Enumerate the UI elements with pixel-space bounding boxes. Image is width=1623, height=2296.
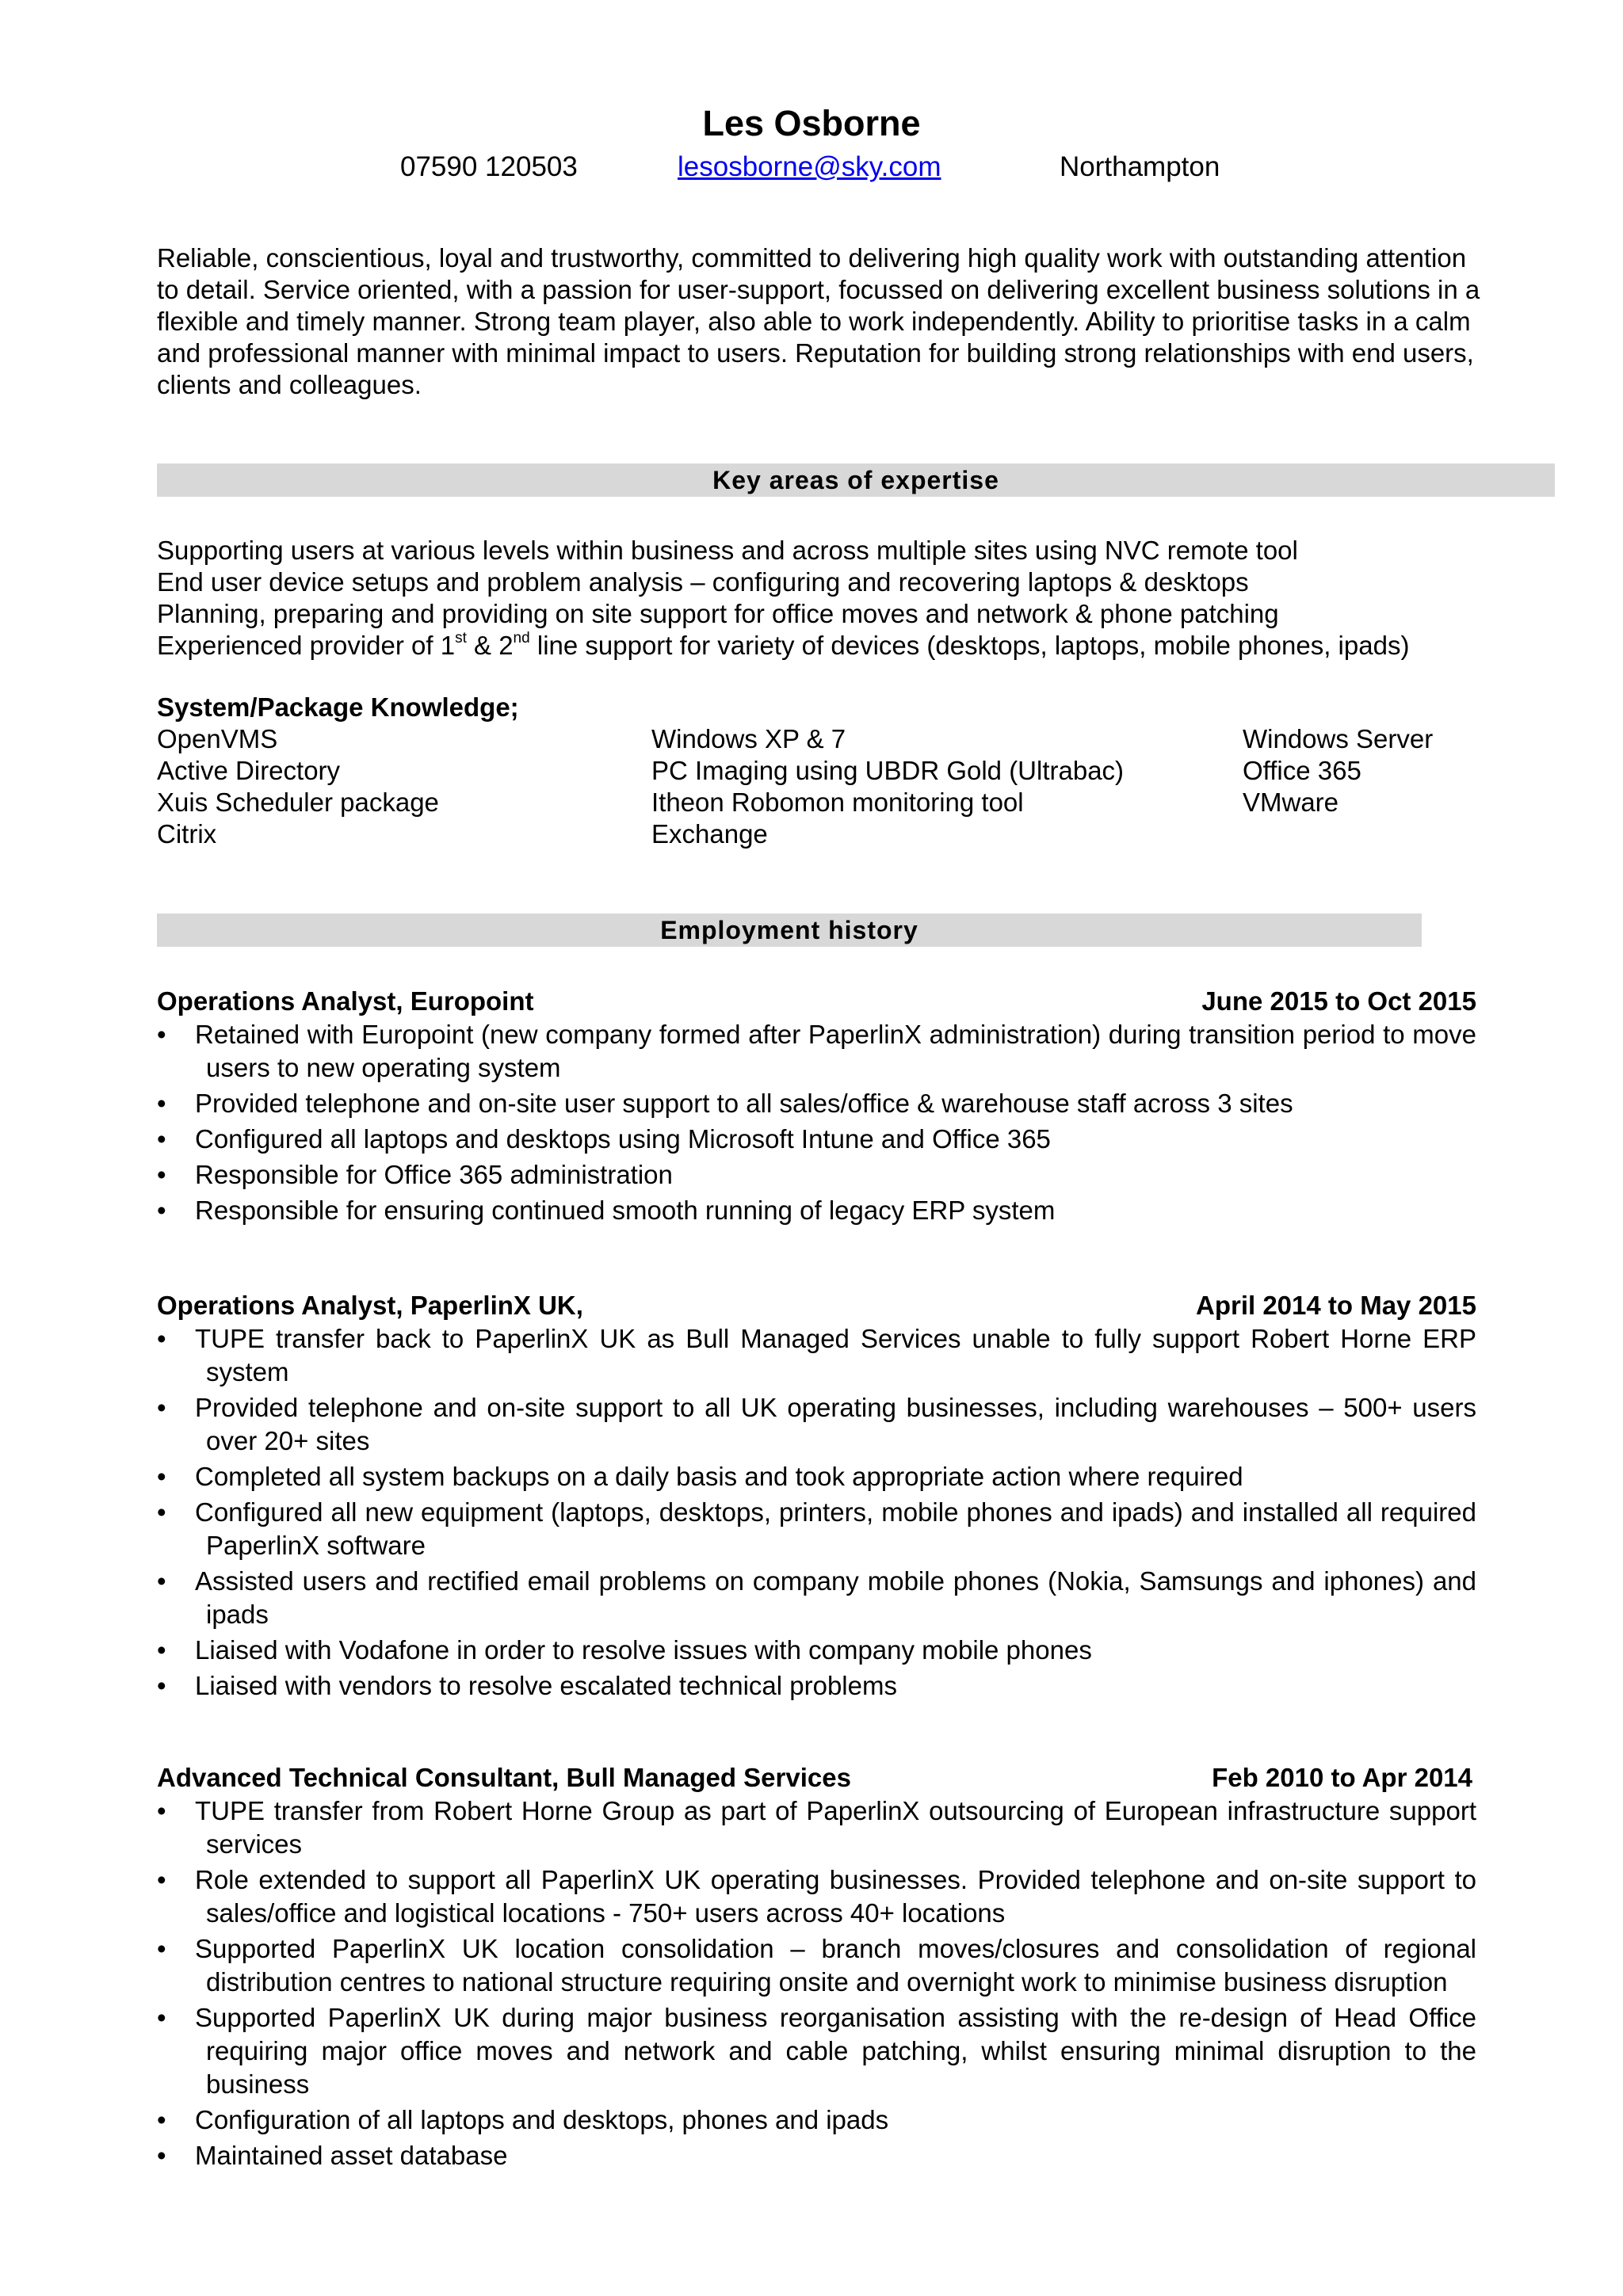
- system-item: Active Directory: [157, 756, 341, 785]
- section-heading-expertise: Key areas of expertise: [157, 463, 1555, 497]
- system-knowledge-column: [1243, 723, 1433, 818]
- job-title: Operations Analyst, PaperlinX UK,: [157, 1291, 583, 1320]
- contact-line: [0, 149, 1623, 185]
- job-entry: [157, 1289, 1476, 1705]
- job-bullet: • Configured all laptops and desktops using Microsoft Intune and Office 365: [157, 1123, 1476, 1156]
- email-link[interactable]: lesosborne@sky.com: [678, 151, 941, 182]
- location: Northampton: [1060, 151, 1220, 182]
- job-bullet: • Supported PaperlinX UK during major business reorganisation assisting with the re-design of Head Office requiring major office moves and network and cable patching, whilst ensuring minimal disruption to the business: [157, 2001, 1476, 2101]
- system-item: VMware: [1243, 788, 1339, 817]
- expertise-item: Supporting users at various levels within business and across multiple sites using NVC remote tool: [157, 536, 1298, 565]
- superscript: nd: [513, 630, 530, 646]
- job-title: Advanced Technical Consultant, Bull Managed Services: [157, 1763, 851, 1792]
- job-dates: April 2014 to May 2015: [1195, 1291, 1476, 1320]
- expertise-item: [157, 630, 1568, 662]
- job-dates: June 2015 to Oct 2015: [1201, 986, 1476, 1016]
- phone-number: 07590 120503: [400, 151, 578, 182]
- job-bullet: • Configured all new equipment (laptops, desktops, printers, mobile phones and ipads) and installed all required PaperlinX software: [157, 1496, 1476, 1562]
- job-bullet: • Maintained asset database: [157, 2139, 1476, 2172]
- job-header: [157, 985, 1476, 1018]
- job-bullet: • Supported PaperlinX UK location consolidation – branch moves/closures and consolidation of regional distribution centres to national structure requiring onsite and overnight work to minimise business disruption: [157, 1932, 1476, 1999]
- job-bullet: • Provided telephone and on-site user support to all sales/office & warehouse staff across 3 sites: [157, 1087, 1476, 1120]
- job-bullet: • Liaised with vendors to resolve escalated technical problems: [157, 1669, 1476, 1703]
- job-bullet: • Provided telephone and on-site support to all UK operating businesses, including warehouses – 500+ users over 20+ sites: [157, 1391, 1476, 1458]
- job-dates: Feb 2010 to Apr 2014: [1212, 1763, 1472, 1792]
- system-item: Exchange: [651, 819, 768, 849]
- system-item: Office 365: [1243, 756, 1361, 785]
- job-bullets: [157, 1018, 1476, 1227]
- system-knowledge-column: [157, 723, 439, 850]
- system-item: Citrix: [157, 819, 217, 849]
- job-bullet: • Assisted users and rectified email problems on company mobile phones (Nokia, Samsungs and iphones) and ipads: [157, 1565, 1476, 1631]
- job-entry: [157, 985, 1476, 1230]
- job-bullets: [157, 1794, 1476, 2172]
- job-bullet: • Liaised with Vodafone in order to resolve issues with company mobile phones: [157, 1634, 1476, 1667]
- expertise-item: End user device setups and problem analysis – configuring and recovering laptops & desktops: [157, 567, 1249, 597]
- system-item: Xuis Scheduler package: [157, 788, 439, 817]
- job-entry: [157, 1761, 1476, 2175]
- profile-summary: Reliable, conscientious, loyal and trustworthy, committed to delivering high quality work with outstanding attention to detail. Service oriented, with a passion for user-support, focussed on delivering excellent business solutions in a flexible and timely manner. Strong team player, also able to work independently. Ability to prioritise tasks in a calm and professional manner with minimal impact to users. Reputation for building strong relationships with end users, clients and colleagues.: [157, 243, 1480, 399]
- system-item: PC Imaging using UBDR Gold (Ultrabac): [651, 756, 1125, 785]
- job-header: [157, 1761, 1476, 1794]
- job-bullets: [157, 1322, 1476, 1703]
- job-bullet: • Role extended to support all PaperlinX UK operating businesses. Provided telephone and on-site support to sales/office and logistical locations - 750+ users across 40+ locations: [157, 1863, 1476, 1930]
- job-bullet: • Configuration of all laptops and desktops, phones and ipads: [157, 2103, 1476, 2137]
- job-bullet: • Completed all system backups on a daily basis and took appropriate action where required: [157, 1460, 1476, 1493]
- expertise-text: Experienced provider of 1: [157, 631, 456, 660]
- job-bullet: • TUPE transfer from Robert Horne Group as part of PaperlinX outsourcing of European infrastructure support services: [157, 1794, 1476, 1861]
- system-item: Windows Server: [1243, 724, 1434, 753]
- system-item: Windows XP & 7: [651, 724, 846, 753]
- expertise-item: Planning, preparing and providing on site support for office moves and network & phone patching: [157, 599, 1279, 628]
- job-title: Operations Analyst, Europoint: [157, 986, 534, 1016]
- system-knowledge-column: [651, 723, 1124, 850]
- expertise-list: [157, 535, 1568, 662]
- job-bullet: • Responsible for Office 365 administration: [157, 1158, 1476, 1192]
- job-header: [157, 1289, 1476, 1322]
- expertise-text: & 2: [466, 631, 514, 660]
- system-item: Itheon Robomon monitoring tool: [651, 788, 1024, 817]
- job-bullet: • Responsible for ensuring continued smooth running of legacy ERP system: [157, 1194, 1476, 1227]
- job-bullet: • Retained with Europoint (new company formed after PaperlinX administration) during transition period to move users to new operating system: [157, 1018, 1476, 1085]
- system-item: OpenVMS: [157, 724, 278, 753]
- expertise-text: line support for variety of devices (desktops, laptops, mobile phones, ipads): [529, 631, 1410, 660]
- section-heading-employment: Employment history: [157, 913, 1422, 947]
- superscript: st: [455, 630, 467, 646]
- job-bullet: • TUPE transfer back to PaperlinX UK as Bull Managed Services unable to fully support Robert Horne ERP system: [157, 1322, 1476, 1389]
- system-knowledge-heading: System/Package Knowledge;: [157, 692, 519, 722]
- candidate-name: Les Osborne: [702, 103, 921, 143]
